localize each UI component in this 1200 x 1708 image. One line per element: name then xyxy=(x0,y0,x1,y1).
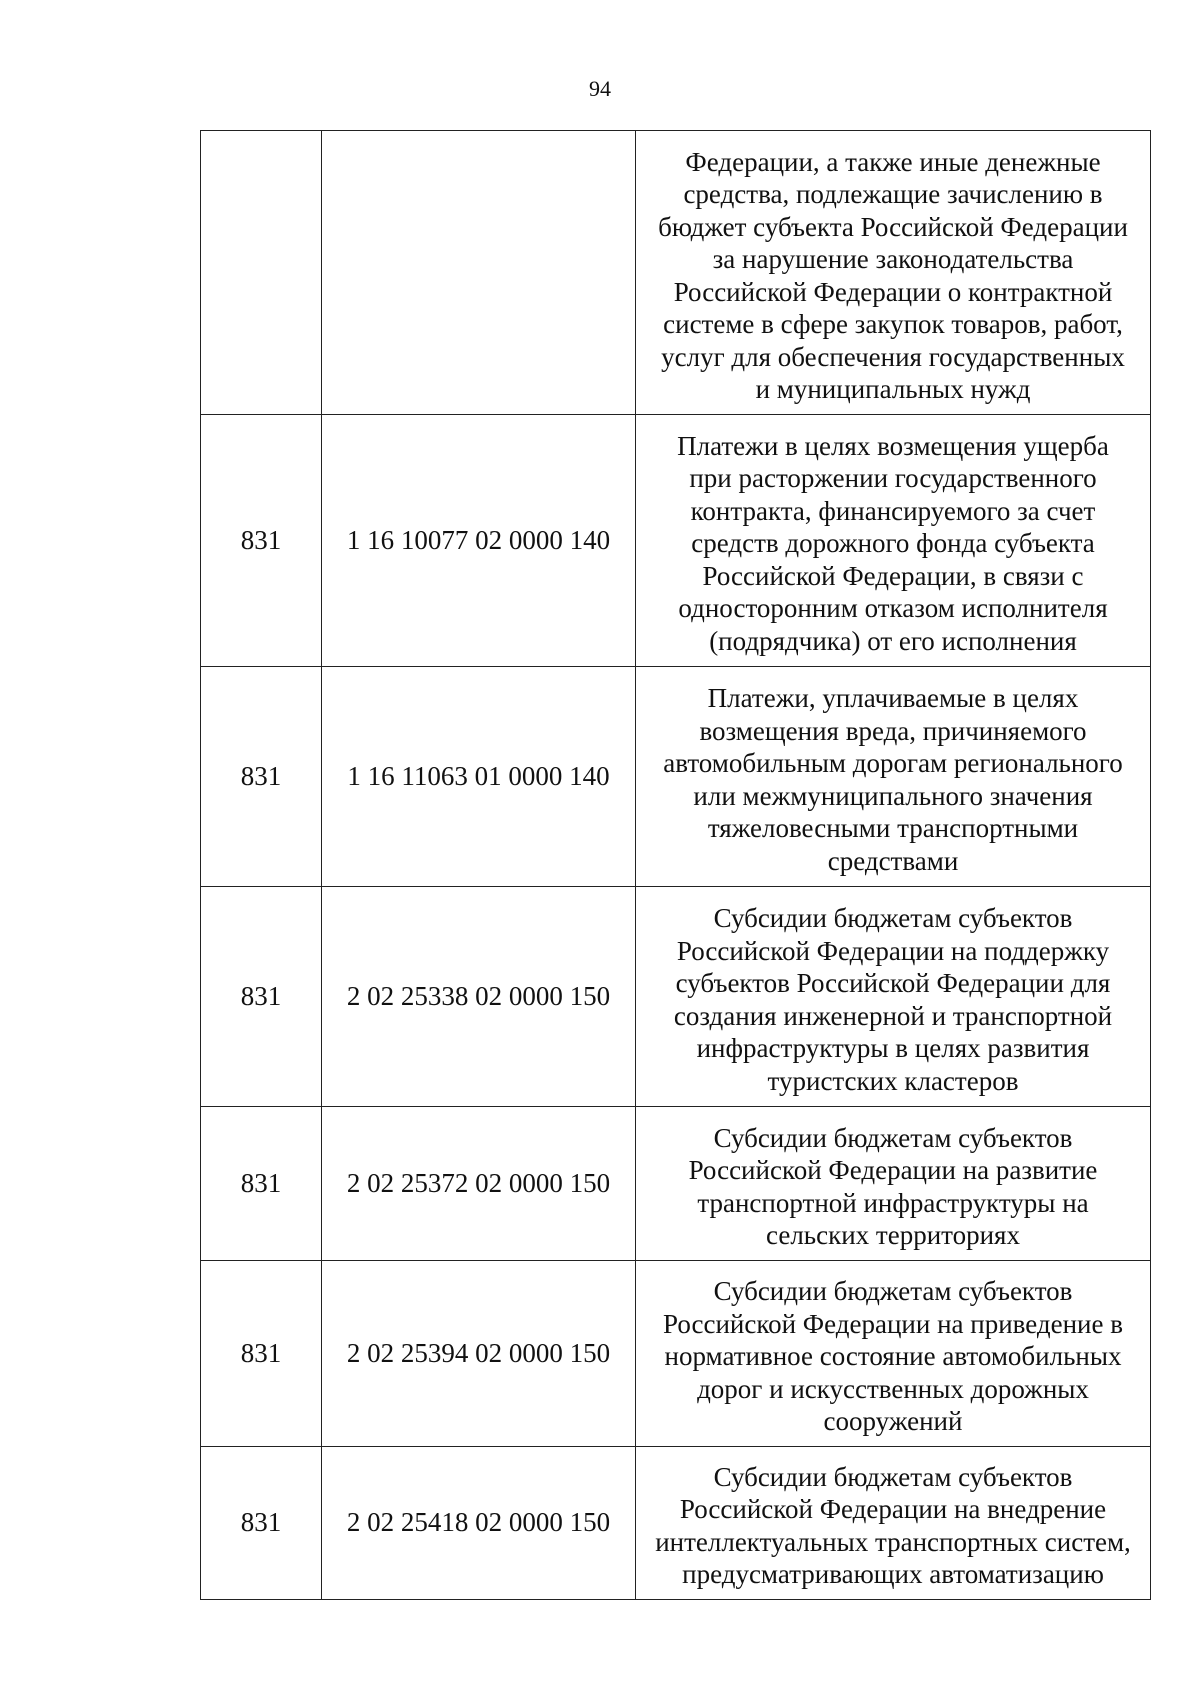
admin-code-cell xyxy=(201,131,322,415)
budget-code-cell xyxy=(322,131,636,415)
description-cell: Платежи в целях возмещения ущерба при расторжении государственного контракта, финансируемого за счет средств дорожного фонда субъекта Российской Федерации, в связи с односторонним отказом исполнителя (подрядчика) от его исполнения xyxy=(636,415,1151,667)
admin-code-cell: 831 xyxy=(201,415,322,667)
table-row xyxy=(201,887,1151,1107)
budget-code-cell: 2 02 25418 02 0000 150 xyxy=(322,1446,636,1599)
table-row xyxy=(201,1261,1151,1447)
budget-code-cell: 1 16 11063 01 0000 140 xyxy=(322,667,636,887)
admin-code-cell: 831 xyxy=(201,1107,322,1261)
description-cell: Субсидии бюджетам субъектов Российской Федерации на развитие транспортной инфраструктуры на сельских территориях xyxy=(636,1107,1151,1261)
admin-code-cell: 831 xyxy=(201,667,322,887)
budget-code-cell: 2 02 25338 02 0000 150 xyxy=(322,887,636,1107)
description-cell: Субсидии бюджетам субъектов Российской Федерации на поддержку субъектов Российской Федерации для создания инженерной и транспортной инфраструктуры в целях развития туристских кластеров xyxy=(636,887,1151,1107)
description-cell: Субсидии бюджетам субъектов Российской Федерации на внедрение интеллектуальных транспортных систем, предусматривающих автоматизацию xyxy=(636,1446,1151,1599)
table-row xyxy=(201,131,1151,415)
admin-code-cell: 831 xyxy=(201,887,322,1107)
table-row xyxy=(201,667,1151,887)
table-row xyxy=(201,415,1151,667)
budget-code-cell: 2 02 25394 02 0000 150 xyxy=(322,1261,636,1447)
budget-code-cell: 2 02 25372 02 0000 150 xyxy=(322,1107,636,1261)
description-cell: Платежи, уплачиваемые в целях возмещения вреда, причиняемого автомобильным дорогам регионального или межмуниципального значения тяжеловесными транспортными средствами xyxy=(636,667,1151,887)
description-cell: Субсидии бюджетам субъектов Российской Федерации на приведение в нормативное состояние автомобильных дорог и искусственных дорожных сооружений xyxy=(636,1261,1151,1447)
page-number: 94 xyxy=(589,76,611,101)
table-row xyxy=(201,1446,1151,1599)
admin-code-cell: 831 xyxy=(201,1446,322,1599)
budget-codes-table xyxy=(200,130,1151,1600)
description-cell: Федерации, а также иные денежные средства, подлежащие зачислению в бюджет субъекта Российской Федерации за нарушение законодательства Российской Федерации о контрактной системе в сфере закупок товаров, работ, услуг для обеспечения государственных и муниципальных нужд xyxy=(636,131,1151,415)
table-row xyxy=(201,1107,1151,1261)
budget-code-cell: 1 16 10077 02 0000 140 xyxy=(322,415,636,667)
admin-code-cell: 831 xyxy=(201,1261,322,1447)
